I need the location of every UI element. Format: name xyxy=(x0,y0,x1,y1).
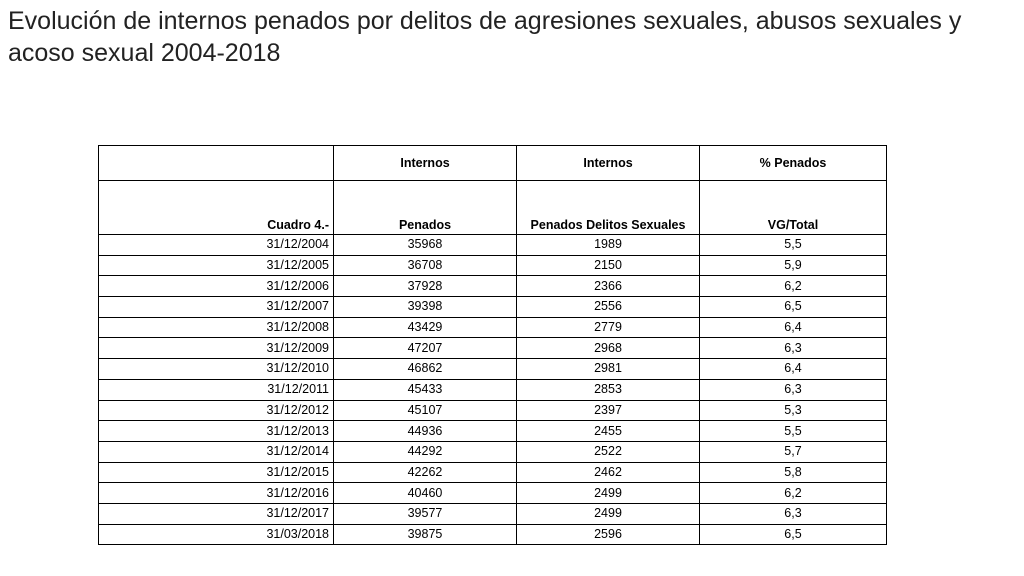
penados-cell: 36708 xyxy=(334,255,517,276)
table-row xyxy=(99,317,887,338)
header-row-2 xyxy=(99,181,887,235)
delitos-sexuales-cell: 2455 xyxy=(517,421,700,442)
penados-cell: 44936 xyxy=(334,421,517,442)
delitos-sexuales-cell: 1989 xyxy=(517,235,700,256)
table-row xyxy=(99,400,887,421)
percent-cell: 6,2 xyxy=(700,483,887,504)
penados-cell: 45107 xyxy=(334,400,517,421)
delitos-sexuales-cell: 2366 xyxy=(517,276,700,297)
page-title: Evolución de internos penados por delitos de agresiones sexuales, abusos sexuales y acoso sexual 2004-2018 xyxy=(8,7,962,67)
date-cell: 31/12/2007 xyxy=(99,297,334,318)
table-row xyxy=(99,462,887,483)
percent-cell: 6,3 xyxy=(700,379,887,400)
delitos-sexuales-cell: 2779 xyxy=(517,317,700,338)
percent-cell: 5,8 xyxy=(700,462,887,483)
percent-cell: 5,3 xyxy=(700,400,887,421)
penados-cell: 40460 xyxy=(334,483,517,504)
penados-cell: 45433 xyxy=(334,379,517,400)
table-row xyxy=(99,297,887,318)
header-cell: % Penados xyxy=(700,146,887,181)
header-row-1 xyxy=(99,146,887,181)
date-cell: 31/12/2010 xyxy=(99,359,334,380)
delitos-sexuales-cell: 2556 xyxy=(517,297,700,318)
penados-cell: 39398 xyxy=(334,297,517,318)
percent-cell: 6,3 xyxy=(700,338,887,359)
delitos-sexuales-cell: 2522 xyxy=(517,441,700,462)
header-cell: Internos xyxy=(517,146,700,181)
date-cell: 31/12/2016 xyxy=(99,483,334,504)
percent-cell: 6,2 xyxy=(700,276,887,297)
table-row xyxy=(99,338,887,359)
percent-cell: 6,4 xyxy=(700,359,887,380)
date-cell: 31/12/2009 xyxy=(99,338,334,359)
date-cell: 31/12/2015 xyxy=(99,462,334,483)
header-cell: Penados xyxy=(334,181,517,235)
date-cell: 31/12/2013 xyxy=(99,421,334,442)
percent-cell: 6,4 xyxy=(700,317,887,338)
table-row xyxy=(99,276,887,297)
table-body xyxy=(99,235,887,545)
date-cell: 31/12/2017 xyxy=(99,503,334,524)
penados-cell: 42262 xyxy=(334,462,517,483)
delitos-sexuales-cell: 2499 xyxy=(517,483,700,504)
penados-cell: 37928 xyxy=(334,276,517,297)
table-row xyxy=(99,524,887,545)
table-row xyxy=(99,235,887,256)
penados-cell: 47207 xyxy=(334,338,517,359)
percent-cell: 6,5 xyxy=(700,524,887,545)
delitos-sexuales-cell: 2981 xyxy=(517,359,700,380)
header-cell: Penados Delitos Sexuales xyxy=(517,181,700,235)
percent-cell: 6,3 xyxy=(700,503,887,524)
table-row xyxy=(99,503,887,524)
penados-cell: 39577 xyxy=(334,503,517,524)
percent-cell: 5,9 xyxy=(700,255,887,276)
table-row xyxy=(99,483,887,504)
table-row xyxy=(99,421,887,442)
penados-cell: 35968 xyxy=(334,235,517,256)
header-cell: Internos xyxy=(334,146,517,181)
percent-cell: 6,5 xyxy=(700,297,887,318)
delitos-sexuales-cell: 2150 xyxy=(517,255,700,276)
table-row xyxy=(99,441,887,462)
penados-cell: 39875 xyxy=(334,524,517,545)
percent-cell: 5,7 xyxy=(700,441,887,462)
delitos-sexuales-cell: 2596 xyxy=(517,524,700,545)
date-cell: 31/12/2014 xyxy=(99,441,334,462)
delitos-sexuales-cell: 2853 xyxy=(517,379,700,400)
header-cell: Cuadro 4.- xyxy=(99,181,334,235)
penados-cell: 43429 xyxy=(334,317,517,338)
table-row xyxy=(99,255,887,276)
percent-cell: 5,5 xyxy=(700,421,887,442)
date-cell: 31/12/2012 xyxy=(99,400,334,421)
table-row xyxy=(99,359,887,380)
date-cell: 31/12/2004 xyxy=(99,235,334,256)
header-cell xyxy=(99,146,334,181)
date-cell: 31/12/2006 xyxy=(99,276,334,297)
penados-cell: 44292 xyxy=(334,441,517,462)
delitos-sexuales-cell: 2968 xyxy=(517,338,700,359)
header-cell: VG/Total xyxy=(700,181,887,235)
delitos-sexuales-cell: 2462 xyxy=(517,462,700,483)
delitos-sexuales-cell: 2499 xyxy=(517,503,700,524)
penados-cell: 46862 xyxy=(334,359,517,380)
data-table xyxy=(98,145,887,545)
table-row xyxy=(99,379,887,400)
delitos-sexuales-cell: 2397 xyxy=(517,400,700,421)
date-cell: 31/12/2008 xyxy=(99,317,334,338)
date-cell: 31/12/2005 xyxy=(99,255,334,276)
date-cell: 31/12/2011 xyxy=(99,379,334,400)
date-cell: 31/03/2018 xyxy=(99,524,334,545)
percent-cell: 5,5 xyxy=(700,235,887,256)
